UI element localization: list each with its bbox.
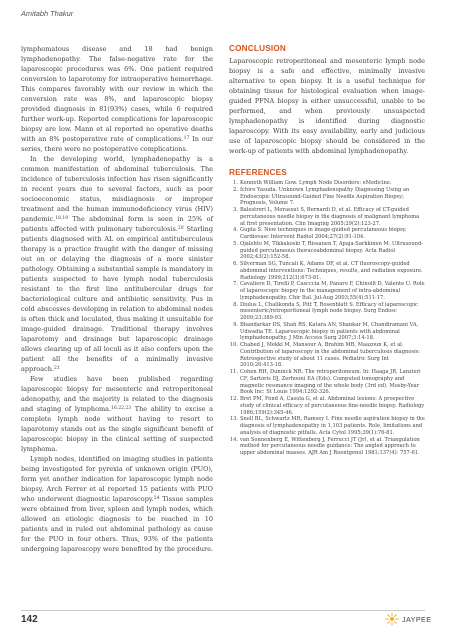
- reference-item: [229, 207, 425, 227]
- citation-superscript: 21: [54, 366, 60, 371]
- paragraph-text: The abdominal form is seen in 25% of patients affected with pulmonary tuberculosis.: [21, 215, 213, 233]
- publisher-name: JAYPEE: [402, 614, 432, 624]
- reference-item: [229, 180, 425, 187]
- reference-text: Silverman SG, Tuncali K, Adams DF, et al. CT fluoroscopy-guided abdominal interventions: Techniques, results, and radiation exposure. Radiology 1999;212(3):673-81.: [240, 261, 423, 281]
- reference-item: [229, 302, 425, 322]
- reference-number: 12.: [229, 396, 238, 402]
- paragraph-text: lymphomatous disease and 18 had benign lymphadenopathy. The false-negative rate for the laparoscopic procedures was 6%. One patient required conversion to laparotomy for intraoperative hemorrhage. This compares favorably with our review in which the conversion rate was 8%, and laparoscopic biopsy provided diagnosis in 81(93%) cases, while 6 required further work-up. Reported complications for laparoscopic biopsy are low. Mann et al reported no operative deaths with an 8% postoperative rate of complications.: [21, 45, 213, 143]
- reference-item: [229, 261, 425, 281]
- paragraph-text: Tissue samples were obtained from liver, spleen and lymph nodes, which allowed an etiologic diagnosis to be reached in 10 patients and in ruled out abdominal pathology as cause for the PUO in four others. Thus, 93% of the patients undergoing laparoscopy were benefited by the procedure.: [21, 495, 213, 553]
- citation-superscript: 16,22,23: [111, 406, 132, 411]
- reference-text: Ojalehto M, Tikkakoski T, Rissanen T, Apaja-Sarkkinen M. Ultrasound-guided percutaneous thoracoabdominal biopsy. Acta Radiol 2002;43(2):152-58.: [240, 240, 423, 261]
- reference-number: 4.: [233, 227, 238, 234]
- paragraph: [21, 374, 213, 454]
- citation-superscript: 17: [183, 136, 190, 141]
- paragraph-text: Starling patients diagnosed with AL on empirical antituberculous therapy is a practice fraught with the danger of missing out on or delaying the diagnosis of a more sinister pathology. Obtaining a substantial sample is mandatory in patients suspected to have lymph nodal tuberculosis resistant to the first line antitubercular drugs for bacteriological culture and antibiotic sensitivity. Pus in cold abscesses developing in relation to abdominal nodes is often thick and loculated, thus making it unsuitable for image-guided drainage. Traditional therapy involves laparotomy and drainage but laparoscopic drainage allows clearing up of all loculi as it also confers upon the patient all the benefits of a minimally invasive approach.: [21, 225, 214, 373]
- reference-item: [229, 416, 425, 436]
- jaypee-logo-icon: [385, 612, 399, 626]
- reference-number: 6.: [233, 261, 238, 267]
- paragraph-text: Lymph nodes, identified on imaging studies in patients being investigated for pyrexia of unknown origin (PUO), form yet another indication for laparoscopic lymph node biopsy. Arch Ferrer et al reported 15 patients with PUO who underwent diagnostic laparoscopy.: [21, 455, 213, 503]
- reference-item: [229, 342, 425, 369]
- reference-number: 14.: [229, 436, 238, 443]
- reference-number: 3.: [233, 207, 238, 213]
- reference-number: 11.: [229, 369, 238, 375]
- reference-item: [229, 281, 425, 301]
- paragraph-text: In our series, there were no postoperative complications.: [21, 135, 213, 153]
- reference-item: [229, 437, 425, 457]
- reference-text: Cavaliere D, Tirelli P, Cascccia M, Panaro F, Chinolfi D, Valente U. Role of laparoscopic biopsy in the management of intra-abdominal lymphadenopathy. Chir Ital. Jul-Aug 2003;55(4):511-17.: [240, 281, 425, 301]
- reference-text: Bhandarkar DS, Shah RS, Katara AN, Shankar M, Chandiramani VA, Udwadia TE. Laparoscopic biopsy in patients with abdominal lymphadenopathy. J Min Access Surg 2007;3:14-18.: [240, 321, 419, 342]
- paragraph-text: The ability to excise a complete lymph node without having to resort to laparotomy stands out as the single significant benefit of laparoscopic biopsy in the clinical setting of suspected lymphoma.: [21, 405, 214, 453]
- paragraph: [21, 44, 213, 154]
- paragraph-text: In the developing world, lymphadenopathy is a common manifestation of abdominal tuberculosis. The incidence of tuberculosis infection has risen significantly in recent years due to several factors, such as poor socioeconomic status, misdiagnosis or improper treatment and the human immunodeficiency virus (HIV) pandemic.: [21, 155, 213, 223]
- citation-superscript: 20: [177, 226, 184, 231]
- reference-text: Diulus L, Chalikonda S, Pitt T, Rosenblatt S. Efficacy of laparoscopic mesenteric/retroperitoneal lymph node biopsy. Surg Endosc 2009;23:389-93.: [240, 301, 418, 321]
- reference-item: [229, 396, 425, 416]
- reference-number: 1.: [233, 180, 238, 186]
- reference-text: Cohen RH, Dunnick NR. The retroperitoneum. In: Haaga JR, Lanzieri CF, Sartoris DJ, Zerhouni EA (Eds). Computed tomography and magnetic resonance imaging of the whole body (3rd ed). Mosby-Year Book Inc: St Louis 1994;1292-326.: [240, 369, 421, 396]
- reference-number: 13.: [229, 416, 238, 423]
- reference-number: 9.: [233, 321, 238, 328]
- citation-superscript: 18,19: [55, 216, 69, 221]
- reference-number: 8.: [233, 301, 238, 308]
- reference-text: Ichiro Yasuda. Unknown Lymphadenopathy Diagnosing Using an Endoscopic Ultrasound-Guided Fine Needle Aspiration Biopsy; Prognosis, Volume 7.: [240, 186, 410, 207]
- footer-divider: [21, 610, 425, 611]
- running-head: Amitabh Thakur: [21, 9, 74, 18]
- paragraph: [21, 154, 213, 374]
- left-column: [21, 44, 213, 554]
- reference-item: [229, 369, 425, 396]
- reference-text: van Sonnenberg E, Wittenberg J, Ferrucci JT (Jr), et al. Triangulation method for percutaneous needle guidance: The angled approach to upper abdominal masses. AJR Am J Roentgenol 1981;137(4): 757-61.: [240, 436, 420, 456]
- conclusion-text: Laparoscopic retroperitoneal and mesenteric lymph node biopsy is a safe and effective, minimally invasive alternative to open biopsy. It is a useful technique for obtaining tissue for histological evaluation when image-guided PFNA biopsy is either unsuccessful, unable to be performed, and when previously unsuspected lymphadenopathy is identified during diagnostic laparoscopy. With its easy availability, early and judicious use of laparoscopic biopsy should be considered in the work-up of patients with abdominal lymphadenopathy.: [229, 57, 425, 155]
- conclusion-heading: CONCLUSION: [229, 44, 287, 53]
- reference-number: 5.: [233, 240, 238, 247]
- reference-text: Bret PM, Fond A, Casola G, et al. Abdominal lesions: A prospective study of clinical efficacy of percutaneous fine-needle biopsy. Radiology 1986;159(2):345-46.: [240, 396, 425, 416]
- reference-text: Chabed J, Mekki M, Mansour A, Brahim MB, Maazoun K, et al. Contribution of laparoscopy in the abdominal tuberculosis diagnosis: Retrospective study of about 11 cases. Pediatric Surg Int 2010;26:413-18.: [240, 342, 421, 369]
- reference-number: 10.: [229, 342, 238, 348]
- reference-text: Gupta S. New techniques in image-guided percutaneous biopsy. Cardiovasc Intervent Radiol 2004;27(2):91-104.: [240, 227, 407, 240]
- publisher-logo: [385, 612, 431, 626]
- reference-number: 2.: [233, 186, 238, 193]
- page-number: 142: [21, 614, 38, 625]
- reference-item: [229, 322, 425, 342]
- paragraph-text: Few studies have been published regarding laparoscopic biopsy for mesenteric and retroperitoneal adenopathy, and the majority is related to the diagnosis and staging of lymphoma.: [21, 375, 213, 413]
- reference-item: [229, 187, 425, 207]
- reference-text: Kenneth William Gow. Lymph Node Disorders: eMedicine.: [240, 180, 392, 186]
- citation-superscript: 24: [153, 496, 160, 501]
- reference-text: Balestreri L, Morassut S, Bernardi D, et al. Efficacy of CT-guided percutaneous needle biopsy in the diagnosis of malignant lymphoma at first presentation. Clin Imaging 2005;29(2):123-27.: [240, 207, 420, 227]
- reference-item: [229, 241, 425, 261]
- reference-number: 7.: [233, 281, 238, 288]
- references-heading: REFERENCES: [229, 168, 287, 177]
- paragraph: [21, 454, 213, 554]
- references-list: [229, 180, 425, 457]
- reference-item: [229, 227, 425, 241]
- right-column: [229, 44, 425, 457]
- reference-text: Snell BL, Schwartz MR, Ramsey I. Fine needle aspiration biopsy in the diagnosis of lymphadenopathy in 1,103 patients. Role, limitations and analysis of diagnostic pitfalls. Acta Cytol 1995;39(1):76-81.: [240, 416, 425, 436]
